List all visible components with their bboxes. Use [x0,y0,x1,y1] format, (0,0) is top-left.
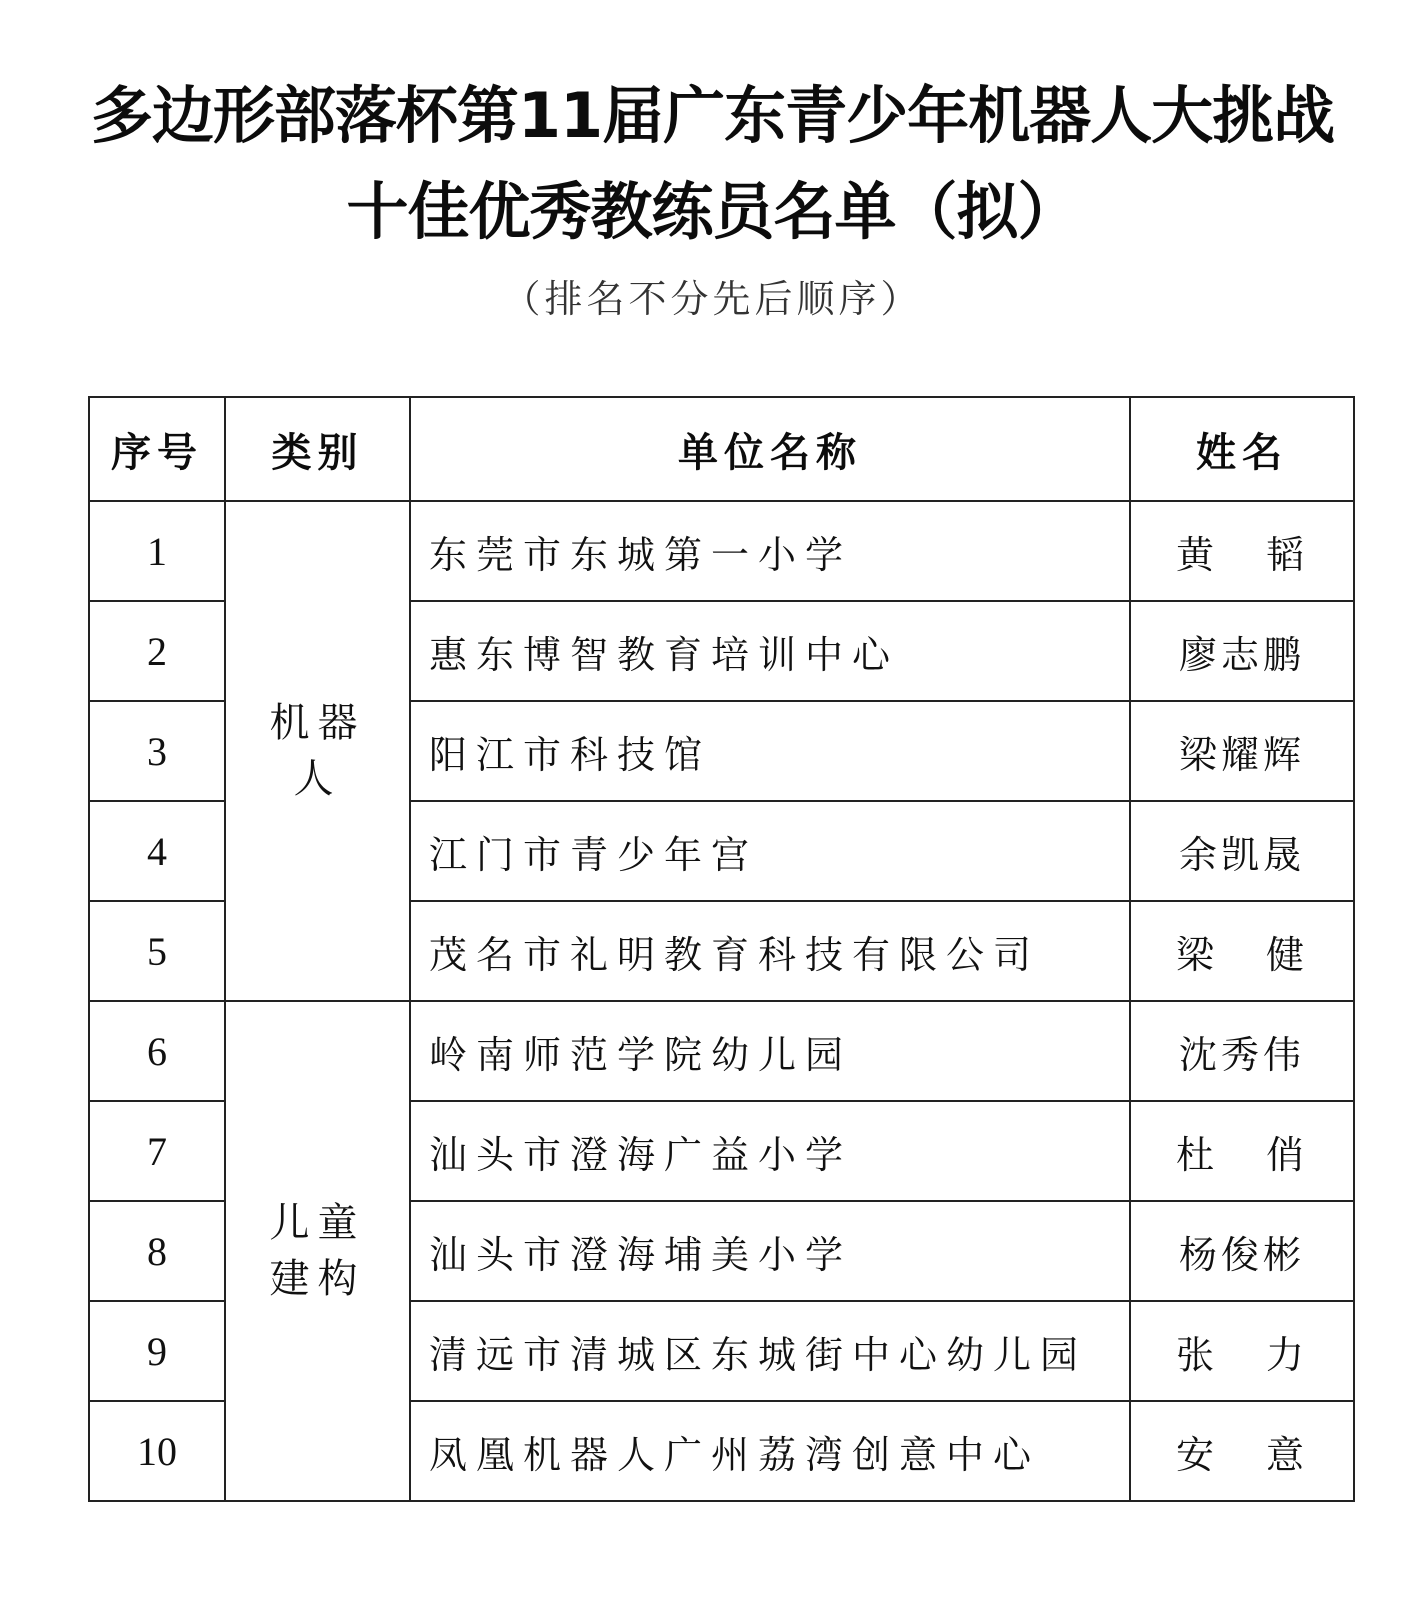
row-name: 余凯晟 [1130,801,1354,901]
row-no: 6 [89,1001,225,1101]
row-unit: 岭南师范学院幼儿园 [410,1001,1130,1101]
row-name: 梁耀辉 [1130,701,1354,801]
row-no: 10 [89,1401,225,1501]
row-name [1130,1101,1354,1201]
row-no: 8 [89,1201,225,1301]
header-unit: 单位名称 [410,397,1130,501]
category-label: 机器人 [269,700,366,802]
row-no: 9 [89,1301,225,1401]
person-name: 黄 韬 [1176,532,1308,577]
row-no: 2 [89,601,225,701]
header-category: 类别 [225,397,410,501]
page-subtitle: （排名不分先后顺序） [502,277,923,321]
row-no: 3 [89,701,225,801]
row-unit: 汕头市澄海埔美小学 [410,1201,1130,1301]
row-unit: 江门市青少年宫 [410,801,1130,901]
row-unit: 东莞市东城第一小学 [410,501,1130,601]
person-name: 杜 俏 [1176,1132,1308,1177]
header-name: 姓名 [1130,397,1354,501]
row-name: 杨俊彬 [1130,1201,1354,1301]
category-kids-build [225,1001,410,1501]
row-name: 沈秀伟 [1130,1001,1354,1101]
row-unit: 茂名市礼明教育科技有限公司 [410,901,1130,1001]
row-name [1130,1301,1354,1401]
person-name: 安 意 [1176,1432,1308,1477]
table-header-row [89,397,1354,501]
row-unit: 阳江市科技馆 [410,701,1130,801]
table-row [89,1001,1354,1101]
row-name: 廖志鹏 [1130,601,1354,701]
row-unit: 惠东博智教育培训中心 [410,601,1130,701]
row-name [1130,1401,1354,1501]
row-name [1130,901,1354,1001]
page-title-line-1: 多边形部落杯第11届广东青少年机器人大挑战 [90,79,1335,152]
row-unit: 凤凰机器人广州荔湾创意中心 [410,1401,1130,1501]
row-unit: 清远市清城区东城街中心幼儿园 [410,1301,1130,1401]
coach-list-table [88,396,1355,1502]
row-no: 4 [89,801,225,901]
row-unit: 汕头市澄海广益小学 [410,1101,1130,1201]
person-name: 梁 健 [1176,932,1308,977]
row-no: 5 [89,901,225,1001]
page-title-line-2: 十佳优秀教练员名单（拟） [346,175,1079,248]
category-label: 儿童建构 [269,1200,366,1302]
row-no: 7 [89,1101,225,1201]
category-robot [225,501,410,1001]
table-row [89,501,1354,601]
row-name [1130,501,1354,601]
header-no: 序号 [89,397,225,501]
person-name: 张 力 [1176,1332,1308,1377]
row-no: 1 [89,501,225,601]
